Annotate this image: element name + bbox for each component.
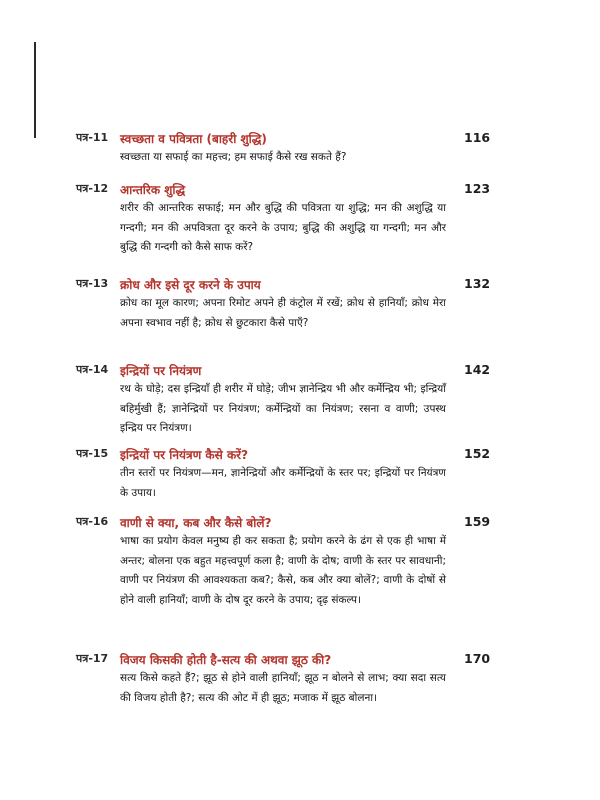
chapter-label: पत्र-13 (76, 277, 109, 290)
page-number: 116 (464, 130, 491, 145)
chapter-title: आन्तरिक शुद्धि (120, 183, 186, 197)
chapter-label: पत्र-12 (76, 182, 109, 195)
chapter-description: रथ के घोड़े; दस इन्द्रियाँ ही शरीर में घोड़े; जीभ ज्ञानेन्द्रिय भी और कर्मेन्द्रिय भी; इन्द्रियाँ बहिर्मुखी हैं; ज्ञानेन्द्रियों पर नियंत्रण; कर्मेन्द्रियों का नियंत्रण; रसना व वाणी; उपस्थ इन्द्रिय पर नियंत्रण। (120, 383, 446, 434)
margin-line (34, 42, 36, 138)
page-number: 123 (464, 181, 491, 196)
chapter-title: स्वच्छता व पवित्रता (बाहरी शुद्धि) (120, 132, 267, 146)
page-number: 132 (464, 276, 491, 291)
chapter-description: शरीर की आन्तरिक सफाई; मन और बुद्धि की पवित्रता या शुद्धि; मन की अशुद्धि या गन्दगी; मन की अपवित्रता दूर करने के उपाय; बुद्धि की अशुद्धि या गन्दगी; मन और बुद्धि की गन्दगी को कैसे साफ करें? (120, 202, 446, 253)
chapter-description: क्रोध का मूल कारण; अपना रिमोट अपने ही कंट्रोल में रखें; क्रोध से हानियाँ; क्रोध मेरा अपना स्वभाव नहीं है; क्रोध से छुटकारा कैसे पाएँ? (120, 297, 446, 329)
chapter-title: इन्द्रियों पर नियंत्रण (120, 364, 202, 378)
chapter-title: इन्द्रियों पर नियंत्रण कैसे करें? (120, 448, 249, 462)
chapter-title: वाणी से क्या, कब और कैसे बोलें? (120, 516, 272, 530)
page-number: 170 (464, 651, 491, 666)
chapter-description: भाषा का प्रयोग केवल मनुष्य ही कर सकता है; प्रयोग करने के ढंग से एक ही भाषा में अन्तर; बोलना एक बहुत महत्त्वपूर्ण कला है; वाणी के दोष; वाणी के स्तर पर सावधानी; वाणी पर नियंत्रण की आवश्यकता कब?; कैसे, कब और क्या बोलें?; वाणी के दोषों से होने वाली हानियाँ; वाणी के दोष दूर करने के उपाय; दृढ़ संकल्प। (120, 535, 446, 606)
chapter-label: पत्र-15 (76, 447, 109, 460)
page-number: 142 (464, 362, 491, 377)
chapter-label: पत्र-16 (76, 515, 109, 528)
page-number: 159 (464, 514, 491, 529)
page-number: 152 (464, 446, 491, 461)
chapter-label: पत्र-14 (76, 363, 109, 376)
chapter-label: पत्र-11 (76, 131, 109, 144)
chapter-title: विजय किसकी होती है-सत्य की अथवा झूठ की? (120, 653, 332, 667)
chapter-description: सत्य किसे कहते हैं?; झूठ से होने वाली हानियाँ; झूठ न बोलने से लाभ; क्या सदा सत्य की विजय होती है?; सत्य की ओट में ही झूठ; मजाक में झूठ बोलना। (120, 672, 446, 704)
chapter-title: क्रोध और इसे दूर करने के उपाय (120, 278, 261, 292)
chapter-description: स्वच्छता या सफाई का महत्त्व; हम सफाई कैसे रख सकते हैं? (120, 151, 347, 163)
chapter-label: पत्र-17 (76, 652, 109, 665)
chapter-description: तीन स्तरों पर नियंत्रण—मन, ज्ञानेन्द्रियों और कर्मेन्द्रियों के स्तर पर; इन्द्रियों पर नियंत्रण के उपाय। (120, 467, 446, 499)
